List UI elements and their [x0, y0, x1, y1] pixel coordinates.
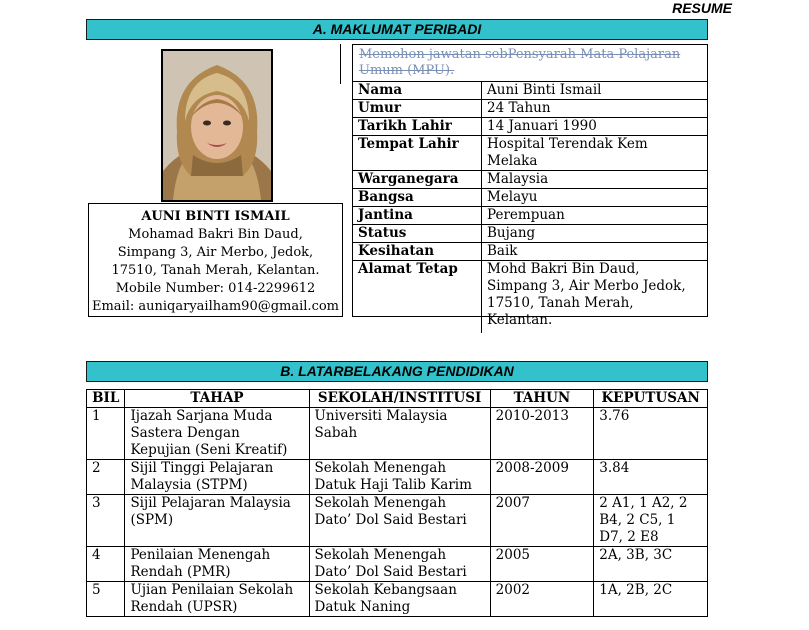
cell-keputusan: 3.76 [594, 408, 708, 460]
info-row [353, 189, 707, 207]
cell-bil: 5 [87, 582, 125, 617]
info-row [353, 207, 707, 225]
cell-tahun: 2010-2013 [490, 408, 594, 460]
cell-bil: 4 [87, 547, 125, 582]
info-value: 14 Januari 1990 [482, 118, 708, 136]
info-key: Tarikh Lahir [353, 118, 482, 136]
struck-application-text: Memohon jawatan sebPensyarah Mata Pelajaran Umum (MPU). [359, 47, 681, 78]
profile-photo [161, 49, 273, 202]
info-key: Warganegara [353, 171, 482, 189]
personal-info-panel [352, 44, 708, 328]
info-value: 24 Tahun [482, 100, 708, 118]
cell-bil: 1 [87, 408, 125, 460]
col-header-tahap: TAHAP [125, 390, 309, 408]
info-key: Tempat Lahir [353, 136, 482, 171]
resume-label: RESUME [672, 0, 732, 16]
section-b-title: B. LATARBELAKANG PENDIDIKAN [86, 361, 708, 382]
contact-box [88, 203, 343, 317]
cell-tahun: 2002 [490, 582, 594, 617]
info-row [353, 171, 707, 189]
cell-sekolah: Universiti Malaysia Sabah [309, 408, 490, 460]
info-key: Status [353, 225, 482, 243]
info-row [353, 225, 707, 243]
cell-bil: 2 [87, 460, 125, 495]
personal-info-table [353, 81, 707, 333]
info-key: Jantina [353, 207, 482, 225]
info-key: Nama [353, 82, 482, 100]
table-row [87, 547, 708, 582]
cell-tahun: 2007 [490, 495, 594, 547]
contact-address-line: Simpang 3, Air Merbo, Jedok, [117, 245, 314, 260]
cell-tahap: Sijil Pelajaran Malaysia (SPM) [125, 495, 309, 547]
cell-tahap: Ijazah Sarjana Muda Sastera Dengan Kepujian (Seni Kreatif) [125, 408, 309, 460]
info-key: Alamat Tetap [353, 261, 482, 334]
info-value: Hospital Terendak Kem Melaka [482, 136, 708, 171]
col-header-sekolah: SEKOLAH/INSTITUSI [309, 390, 490, 408]
table-row [87, 408, 708, 460]
cell-sekolah: Sekolah Kebangsaan Datuk Naning [309, 582, 490, 617]
info-row [353, 82, 707, 100]
col-header-keputusan: KEPUTUSAN [594, 390, 708, 408]
table-row [87, 495, 708, 547]
info-value: Melayu [482, 189, 708, 207]
education-table [86, 389, 708, 617]
cell-bil: 3 [87, 495, 125, 547]
cell-sekolah: Sekolah Menengah Dato’ Dol Said Bestari [309, 495, 490, 547]
section-a-title: A. MAKLUMAT PERIBADI [86, 19, 708, 40]
cell-sekolah: Sekolah Menengah Datuk Haji Talib Karim [309, 460, 490, 495]
cell-keputusan: 2A, 3B, 3C [594, 547, 708, 582]
contact-address-line: Mohamad Bakri Bin Daud, [128, 227, 303, 242]
divider [340, 44, 341, 84]
info-value: Mohd Bakri Bin Daud, Simpang 3, Air Merbo Jedok, 17510, Tanah Merah, Kelantan. [482, 261, 708, 334]
contact-mobile: Mobile Number: 014-2299612 [115, 281, 316, 296]
info-row-address [353, 261, 707, 334]
cell-keputusan: 2 A1, 1 A2, 2 B4, 2 C5, 1 D7, 2 E8 [594, 495, 708, 547]
info-key: Umur [353, 100, 482, 118]
cell-keputusan: 1A, 2B, 2C [594, 582, 708, 617]
info-row [353, 136, 707, 171]
cell-tahun: 2005 [490, 547, 594, 582]
contact-address-line: 17510, Tanah Merah, Kelantan. [111, 263, 320, 278]
table-row [87, 582, 708, 617]
cell-tahap: Sijil Tinggi Pelajaran Malaysia (STPM) [125, 460, 309, 495]
cell-keputusan: 3.84 [594, 460, 708, 495]
info-key: Kesihatan [353, 243, 482, 261]
cell-tahun: 2008-2009 [490, 460, 594, 495]
info-row [353, 243, 707, 261]
info-row [353, 118, 707, 136]
info-value: Perempuan [482, 207, 708, 225]
contact-name: AUNI BINTI ISMAIL [141, 209, 290, 224]
cell-tahap: Ujian Penilaian Sekolah Rendah (UPSR) [125, 582, 309, 617]
cell-tahap: Penilaian Menengah Rendah (PMR) [125, 547, 309, 582]
cell-sekolah: Sekolah Menengah Dato’ Dol Said Bestari [309, 547, 490, 582]
info-row [353, 100, 707, 118]
col-header-bil: BIL [87, 390, 125, 408]
info-value: Baik [482, 243, 708, 261]
info-value: Bujang [482, 225, 708, 243]
info-value: Malaysia [482, 171, 708, 189]
contact-email: Email: auniqaryailham90@gmail.com [91, 299, 340, 314]
table-row [87, 460, 708, 495]
info-value: Auni Binti Ismail [482, 82, 708, 100]
col-header-tahun: TAHUN [490, 390, 594, 408]
info-key: Bangsa [353, 189, 482, 207]
